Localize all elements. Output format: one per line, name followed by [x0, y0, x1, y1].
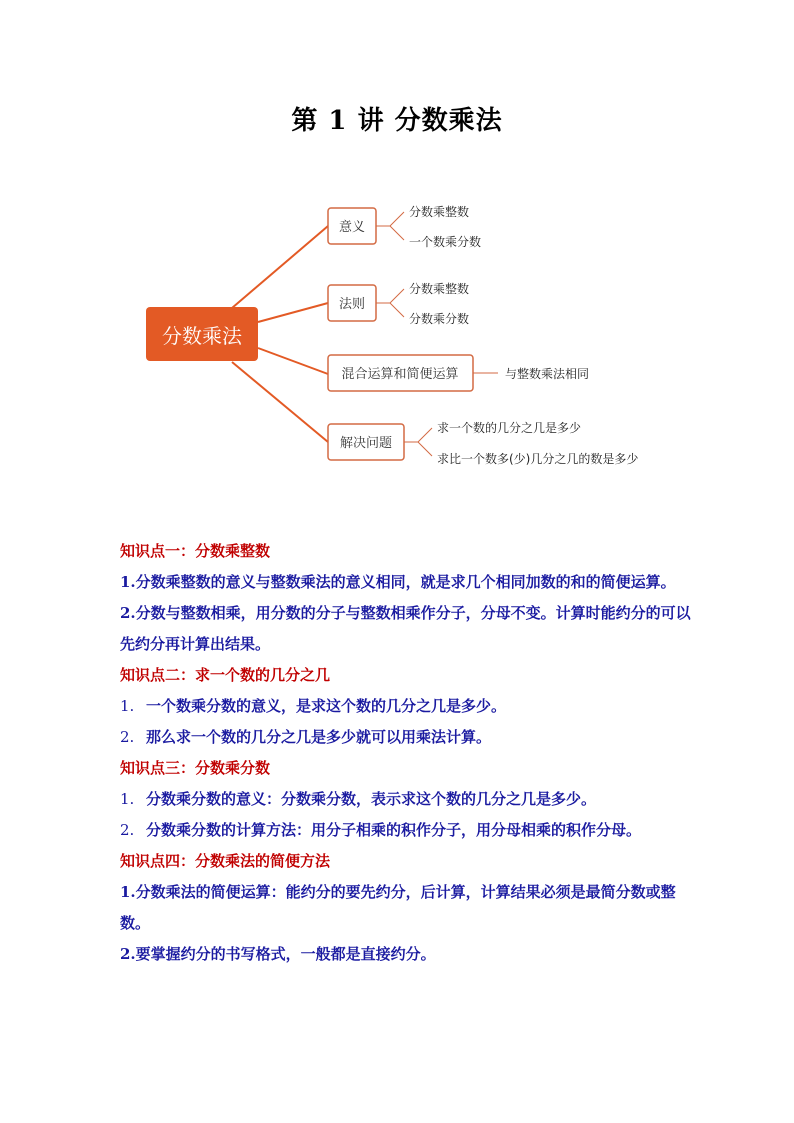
connector-2: [258, 303, 328, 322]
leaf-1-1: 分数乘整数: [409, 205, 470, 219]
item-text: 那么求一个数的几分之几是多少就可以用乘法计算。: [146, 728, 492, 746]
page-title: 第 1 讲 分数乘法: [291, 106, 503, 136]
section-heading-2: 知识点二：求一个数的几分之几: [120, 666, 331, 684]
branch-node-4: [328, 424, 404, 460]
section-1-item-2: 2.分数与整数相乘，用分数的分子与整数相乘作分子，分母不变。计算时能约分的可以先约分再计算出结果。: [120, 604, 691, 653]
mind-map: [0, 0, 794, 520]
leaf-1-2: 一个数乘分数: [409, 235, 482, 249]
item-number: 2.: [120, 728, 135, 746]
branch-bracket-1: [376, 212, 404, 240]
connector-1: [232, 226, 328, 308]
section-heading-4: 知识点四：分数乘法的简便方法: [120, 852, 331, 870]
connector-3: [258, 348, 328, 374]
item-text: 分数乘分数的计算方法：用分子相乘的积作分子，用分母相乘的积作分母。: [146, 821, 642, 839]
item-number: 1.: [120, 790, 135, 808]
branch-label-1: 意义: [338, 220, 366, 235]
branch-label-2: 法则: [338, 297, 366, 312]
branch-label-4: 解决问题: [339, 436, 393, 451]
branch-node-2: [328, 285, 376, 321]
section-4-item-1: 1.分数乘法的简便运算：能约分的要先约分，后计算，计算结果必须是最简分数或整数。: [120, 883, 676, 932]
branch-bracket-2: [376, 289, 404, 317]
branch-label-3: 混合运算和简便运算: [341, 367, 459, 382]
section-2-item-1: [120, 691, 700, 722]
section-4-item-2: 2.要掌握约分的书写格式，一般都是直接约分。: [120, 945, 436, 963]
item-text: 一个数乘分数的意义，是求这个数的几分之几是多少。: [146, 697, 507, 715]
section-heading-3: 知识点三：分数乘分数: [120, 759, 271, 777]
leaf-4-2: 求比一个数多(少)几分之几的数是多少: [437, 452, 639, 466]
root-node: [146, 307, 258, 361]
section-3-item-1: [120, 784, 700, 815]
section-1-item-1: 1.分数乘整数的意义与整数乘法的意义相同，就是求几个相同加数的和的简便运算。: [120, 573, 676, 591]
section-heading-1: 知识点一：分数乘整数: [120, 542, 271, 560]
branch-node-1: [328, 208, 376, 244]
leaf-2-2: 分数乘分数: [409, 312, 470, 326]
knowledge-points: [120, 536, 700, 970]
root-label: 分数乘法: [162, 324, 242, 348]
connector-4: [232, 362, 328, 442]
section-2-item-2: [120, 722, 700, 753]
item-number: 2.: [120, 821, 135, 839]
leaf-4-1: 求一个数的几分之几是多少: [437, 421, 582, 435]
item-text: 分数乘分数的意义：分数乘分数，表示求这个数的几分之几是多少。: [146, 790, 597, 808]
section-3-item-2: [120, 815, 700, 846]
branch-node-3: [328, 355, 473, 391]
leaf-2-1: 分数乘整数: [409, 282, 470, 296]
leaf-3-1: 与整数乘法相同: [505, 367, 590, 381]
branch-bracket-4: [404, 428, 432, 456]
item-number: 1.: [120, 697, 135, 715]
